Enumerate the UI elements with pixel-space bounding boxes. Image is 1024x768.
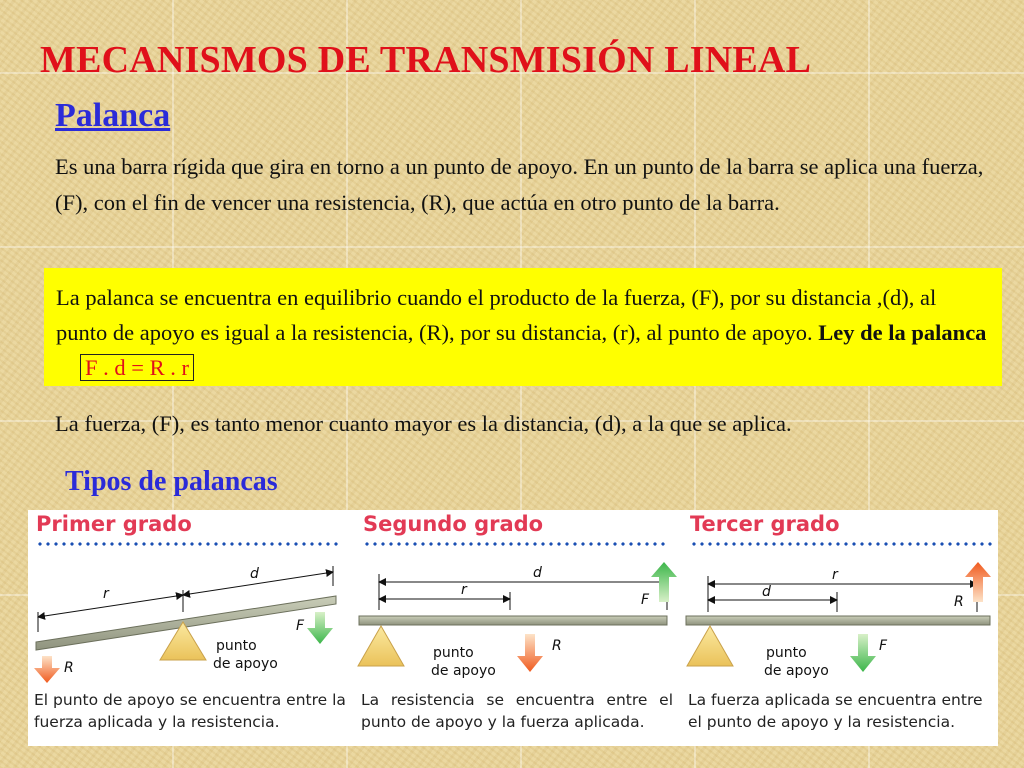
lever-type-title: Segundo grado: [363, 512, 544, 536]
dotted-divider: [690, 542, 995, 546]
distance-d-label: d: [250, 566, 259, 582]
section-heading-palanca: Palanca: [55, 97, 171, 134]
definition-paragraph: Es una barra rígida que gira en torno a un punto de apoyo. En un punto de la barra se aplica una fuerza, (F), con el fin de vencer una resistencia, (R), que actúa en otro punto de la barra.: [55, 154, 984, 215]
resistance-label: R: [954, 594, 964, 610]
force-label: F: [296, 618, 305, 634]
lever-bar: [359, 616, 667, 625]
distance-r-label: r: [832, 567, 838, 583]
second-class-lever-diagram: [355, 550, 677, 690]
lever-type-title: Primer grado: [36, 512, 192, 536]
resistance-arrow-down-icon: [517, 634, 543, 672]
fulcrum-label-1: punto: [216, 638, 257, 654]
equilibrium-highlight-box: [44, 268, 1002, 386]
lever-types-heading: Tipos de palancas: [65, 466, 278, 497]
resistance-arrow-down-icon: [34, 656, 60, 683]
distance-r-label: r: [103, 586, 109, 602]
fulcrum-label-2: de apoyo: [431, 663, 496, 679]
force-arrow-down-icon: [307, 612, 333, 644]
note-paragraph: La fuerza, (F), es tanto menor cuanto mayor es la distancia, (d), a la que se aplica.: [55, 411, 792, 436]
lever-law-formula: F . d = R . r: [80, 354, 194, 381]
lever-type-description: El punto de apoyo se encuentra entre la fuerza aplicada y la resistencia.: [34, 691, 346, 731]
resistance-arrow-up-icon: [965, 562, 991, 602]
distance-r-label: r: [461, 582, 467, 598]
lever-bar: [686, 616, 990, 625]
third-class-lever-diagram: [682, 550, 1004, 690]
force-label: F: [641, 592, 650, 608]
law-label: Ley de la palanca: [818, 320, 987, 345]
force-label: F: [879, 638, 888, 654]
fulcrum-label-2: de apoyo: [764, 663, 829, 679]
fulcrum-triangle: [358, 626, 404, 666]
fulcrum-label-1: punto: [766, 645, 807, 661]
fulcrum-label-2: de apoyo: [213, 656, 278, 672]
distance-d-label: d: [533, 565, 542, 581]
equilibrium-text: La palanca se encuentra en equilibrio cuando el producto de la fuerza, (F), por su distancia ,(d), al punto de apoyo es igual a la resistencia, (R), por su distancia, (r), al punto de apoyo.: [56, 285, 937, 345]
page-title: MECANISMOS DE TRANSMISIÓN LINEAL: [40, 39, 812, 81]
dotted-divider: [36, 542, 341, 546]
lever-type-third-class: [682, 510, 1004, 746]
lever-type-title: Tercer grado: [690, 512, 840, 536]
lever-type-description: La resistencia se encuentra entre el punto de apoyo y la fuerza aplicada.: [361, 691, 673, 731]
resistance-label: R: [552, 638, 562, 654]
lever-types-panel: [28, 510, 998, 746]
resistance-label: R: [64, 660, 74, 676]
dotted-divider: [363, 542, 668, 546]
lever-type-second-class: [355, 510, 677, 746]
force-arrow-down-icon: [850, 634, 876, 672]
fulcrum-label-1: punto: [433, 645, 474, 661]
lever-type-description: La fuerza aplicada se encuentra entre el punto de apoyo y la resistencia.: [688, 691, 983, 731]
first-class-lever-diagram: [28, 550, 350, 690]
distance-d-label: d: [762, 584, 771, 600]
fulcrum-triangle: [687, 626, 733, 666]
lever-type-first-class: [28, 510, 350, 746]
